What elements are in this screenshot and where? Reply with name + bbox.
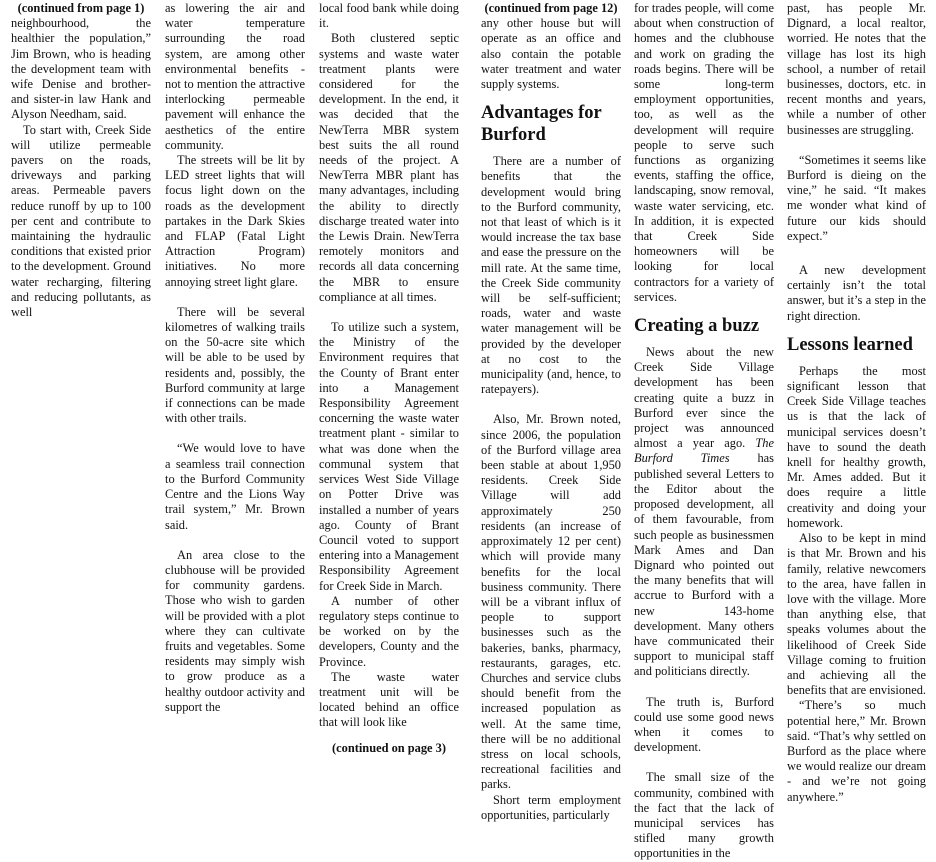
paragraph-text: News about the new Creek Side Village development has been creating quite a buzz in Burford ever since the project was announced almost a year ago. — [634, 345, 774, 451]
paragraph: past, has people Mr. Dignard, a local realtor, worried. He notes that the village has lost its high school, a number of retail businesses, doctors, etc. in recent months and years, while a number of other businesses are struggling. — [787, 1, 926, 137]
paragraph: A new development certainly isn’t the total answer, but it’s a step in the right direction. — [787, 263, 926, 323]
column-1 — [11, 1, 151, 320]
column-5 — [634, 1, 774, 862]
paragraph — [634, 345, 774, 679]
paragraph: for trades people, will come about when construction of homes and the clubhouse and work on grading the roads begins. There will be some long-term employment opportunities, too, as well as the development will require people to serve such functions as organizing events, staffing the office, landscaping, snow removal, waste water servicing, etc. In addition, it is expected that Creek Side homeowners will be looking for local contractors for a variety of services. — [634, 1, 774, 304]
paragraph: The waste water treatment unit will be located behind an office that will look like — [319, 669, 459, 730]
paragraph: any other house but will operate as an office and also contain the potable water treatment and water supply systems. — [481, 16, 621, 92]
continued-from-label: (continued from page 1) — [17, 1, 145, 15]
paragraph-text: has published several Letters to the Editor about the proposed development, all of them favourable, from such people as businessmen Mark Ames and Dan Dignard who pointed out the many benefits that will accrue to Burford with a new 143-home development. Many others have communicated their support to municipal staff and politicians directly. — [634, 451, 774, 679]
paragraph: as lowering the air and water temperature surrounding the road system, are among other environmental benefits - not to mention the attractive interlocking permeable pavement will enhance the aesthetics of the entire community. — [165, 1, 305, 152]
paragraph: To utilize such a system, the Ministry of the Environment requires that the County of Brant enter into a Management Responsibility Agreement concerning the waste water treatment plant - similar to what was done when the communal system that services West Side Village on Potter Drive was installed a number of years ago. County of Brant Council voted to support entering into a Management Responsibility Agreement for Creek Side in March. — [319, 320, 459, 593]
column-4 — [481, 1, 621, 823]
continued-on-label: (continued on page 3) — [332, 740, 446, 755]
continued-from-label: (continued from page 12) — [484, 1, 618, 15]
paragraph: A number of other regulatory steps continue to be worked on by the developers, County and the Province. — [319, 593, 459, 669]
paragraph: An area close to the clubhouse will be provided for community gardens. Those who wish to garden will be provided with a plot where they can cultivate fruits and vegetables. Some residents may simply wish to grow produce as a healthy outdoor activity and support the — [165, 547, 305, 714]
paragraph: Short term employment opportunities, particularly — [481, 792, 621, 822]
section-heading: Advantages for Burford — [481, 103, 602, 146]
paragraph: “We would love to have a seamless trail connection to the Burford Community Centre and the Lions Way trail system,” Mr. Brown said. — [165, 441, 305, 532]
paragraph: There are a number of benefits that the development would bring to the Burford community, not that least of which is it would increase the tax base and ease the pressure on the mill rate. At the same time, the Creek Side community will be self-sufficient; roads, water and waste water management will be provided by the developer at no cost to the municipality (and, hence, to ratepayers). — [481, 154, 621, 397]
paragraph: Also, Mr. Brown noted, since 2006, the population of the Burford village area been stable at about 1,950 residents. Creek Side Village will add approximately 250 residents (an increase of approximately 12 per cent) which will provide many benefits for the local business community. There will be a vibrant influx of people to support businesses such as the bakeries, banks, pharmacy, restaurants, garages, etc. Churches and service clubs should benefit from the increased population as well. At the same time, there will be no additional stress on local schools, recreational facilities and parks. — [481, 412, 621, 792]
column-3 — [319, 1, 459, 756]
paragraph: Also to be kept in mind is that Mr. Brown and his family, relative newcomers to the area, have fallen in love with the village. More than anything else, that speaks volumes about the likelihood of Creek Side Village coming to fruition and achieving all the benefits that are envisioned. — [787, 531, 927, 698]
column-6 — [787, 1, 926, 805]
paragraph: To start with, Creek Side will utilize permeable pavers on the roads, driveways and parking areas. Permeable pavers reduce runoff by up to 100 per cent and contribute to maintaining the hydraulic conditions that existed prior to the development. Ground water recharging, filtering and reducing pollutants, as well — [11, 122, 151, 320]
paragraph: “There’s so much potential here,” Mr. Brown said. “That’s why settled on Burford as the place where we would realize our dream - and we’re not going anywhere.” — [787, 698, 926, 804]
paragraph: Both clustered septic systems and waste water treatment plants were considered for the development. In the end, it was decided that the NewTerra MBR system best suits the all round needs of the project. A NewTerra MBR plant has many advantages, including the ability to directly discharge treated water into the Lewis Drain. NewTerra remotely monitors and records all data concerning the MBR to ensure compliance at all times. — [319, 31, 459, 304]
column-2 — [165, 1, 305, 715]
section-heading: Creating a buzz — [634, 316, 760, 337]
section-heading: Lessons learned — [787, 334, 913, 355]
paragraph: local food bank while doing it. — [319, 1, 459, 31]
paragraph: Perhaps the most significant lesson that Creek Side Village teaches us is that the lack of municipal services doesn’t have to sound the death knell for healthy growth, Mr. Ames added. But it does require a little creativity and doing your homework. — [787, 363, 926, 530]
paragraph: The small size of the community, combined with the fact that the lack of municipal services has stifled many growth opportunities in the — [634, 770, 774, 861]
paragraph: “Sometimes it seems like Burford is dieing on the vine,” he said. “It makes me wonder what kind of future our kids should expect.” — [787, 152, 926, 243]
paragraph: There will be several kilometres of walking trails on the 50-acre site which will be able to be used by residents and, possibly, the Burford community at large if connections can be made with other trails. — [165, 304, 305, 426]
paragraph: The truth is, Burford could use some good news when it comes to development. — [634, 694, 774, 755]
paragraph: The streets will be lit by LED street lights that will focus light down on the roads as the development partakes in the Dark Skies and FLAP (Fatal Light Attraction Program) initiatives. No more annoying street light glare. — [165, 153, 305, 289]
newspaper-name: The Burford Times — [634, 436, 774, 466]
paragraph: neighbourhood, the healthier the population,” Jim Brown, who is heading the development team with wife Denise and brother- and sister-in law Hank and Alyson Needham, said. — [11, 16, 151, 122]
